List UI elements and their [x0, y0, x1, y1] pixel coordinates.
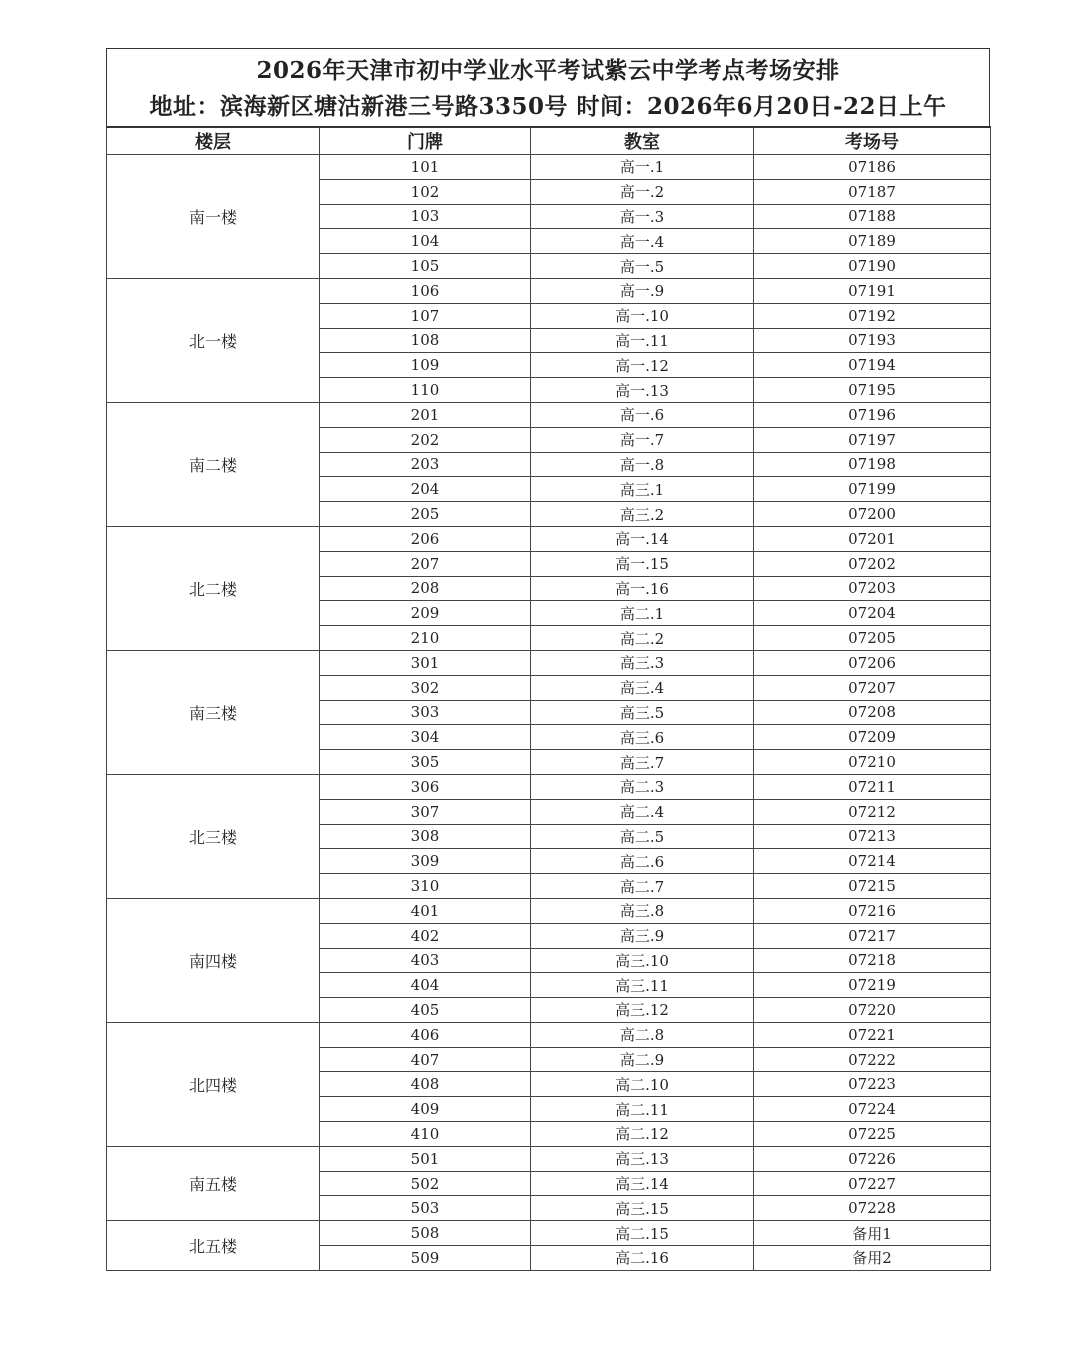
door-cell: 301 [320, 650, 531, 675]
exam-number-cell: 07198 [754, 452, 991, 477]
classroom-cell: 高一.4 [531, 229, 754, 254]
classroom-cell: 高一.13 [531, 378, 754, 403]
door-cell: 303 [320, 700, 531, 725]
door-cell: 102 [320, 179, 531, 204]
classroom-cell: 高一.11 [531, 328, 754, 353]
door-cell: 502 [320, 1171, 531, 1196]
classroom-cell: 高二.9 [531, 1047, 754, 1072]
classroom-cell: 高二.10 [531, 1072, 754, 1097]
door-cell: 104 [320, 229, 531, 254]
classroom-cell: 高三.11 [531, 973, 754, 998]
exam-number-cell: 07209 [754, 725, 991, 750]
door-cell: 509 [320, 1246, 531, 1271]
classroom-cell: 高三.6 [531, 725, 754, 750]
door-cell: 406 [320, 1022, 531, 1047]
classroom-cell: 高三.4 [531, 675, 754, 700]
classroom-cell: 高三.1 [531, 477, 754, 502]
address-time-line: 地址：滨海新区塘沽新港三号路3350号 时间：2026年6月20日-22日上午 [149, 93, 947, 120]
classroom-cell: 高一.14 [531, 526, 754, 551]
door-cell: 109 [320, 353, 531, 378]
classroom-cell: 高一.10 [531, 303, 754, 328]
table-header-row [107, 127, 991, 155]
exam-number-cell: 07224 [754, 1097, 991, 1122]
classroom-cell: 高三.14 [531, 1171, 754, 1196]
floor-cell: 北二楼 [107, 526, 320, 650]
header-classroom: 教室 [531, 127, 754, 155]
door-cell: 403 [320, 948, 531, 973]
page-title: 2026年天津市初中学业水平考试紫云中学考点考场安排 [256, 57, 840, 84]
door-cell: 110 [320, 378, 531, 403]
exam-number-cell: 07200 [754, 502, 991, 527]
exam-number-cell: 07201 [754, 526, 991, 551]
door-cell: 307 [320, 799, 531, 824]
door-cell: 209 [320, 601, 531, 626]
floor-cell: 北四楼 [107, 1022, 320, 1146]
classroom-cell: 高三.13 [531, 1146, 754, 1171]
exam-number-cell: 备用1 [754, 1221, 991, 1246]
classroom-cell: 高三.10 [531, 948, 754, 973]
door-cell: 305 [320, 750, 531, 775]
exam-number-cell: 07186 [754, 155, 991, 180]
door-cell: 501 [320, 1146, 531, 1171]
exam-number-cell: 07192 [754, 303, 991, 328]
door-cell: 108 [320, 328, 531, 353]
door-cell: 205 [320, 502, 531, 527]
table-row [107, 155, 991, 180]
classroom-cell: 高三.3 [531, 650, 754, 675]
exam-number-cell: 07218 [754, 948, 991, 973]
header-exam-number: 考场号 [754, 127, 991, 155]
exam-number-cell: 07205 [754, 626, 991, 651]
classroom-cell: 高一.8 [531, 452, 754, 477]
classroom-cell: 高二.12 [531, 1122, 754, 1147]
door-cell: 401 [320, 898, 531, 923]
exam-number-cell: 07187 [754, 179, 991, 204]
classroom-cell: 高二.16 [531, 1246, 754, 1271]
table-row [107, 402, 991, 427]
door-cell: 204 [320, 477, 531, 502]
table-row [107, 1022, 991, 1047]
classroom-cell: 高一.1 [531, 155, 754, 180]
classroom-cell: 高二.1 [531, 601, 754, 626]
classroom-cell: 高二.7 [531, 874, 754, 899]
exam-number-cell: 07214 [754, 849, 991, 874]
door-cell: 310 [320, 874, 531, 899]
exam-number-cell: 07206 [754, 650, 991, 675]
exam-number-cell: 07195 [754, 378, 991, 403]
classroom-cell: 高二.11 [531, 1097, 754, 1122]
door-cell: 207 [320, 551, 531, 576]
table-body [107, 155, 991, 1271]
door-cell: 304 [320, 725, 531, 750]
classroom-cell: 高一.12 [531, 353, 754, 378]
door-cell: 402 [320, 923, 531, 948]
floor-cell: 北一楼 [107, 278, 320, 402]
door-cell: 103 [320, 204, 531, 229]
classroom-cell: 高一.15 [531, 551, 754, 576]
classroom-cell: 高三.5 [531, 700, 754, 725]
classroom-cell: 高三.8 [531, 898, 754, 923]
door-cell: 107 [320, 303, 531, 328]
door-cell: 308 [320, 824, 531, 849]
door-cell: 105 [320, 254, 531, 279]
exam-number-cell: 07226 [754, 1146, 991, 1171]
floor-cell: 南四楼 [107, 898, 320, 1022]
table-row [107, 526, 991, 551]
exam-number-cell: 07213 [754, 824, 991, 849]
exam-number-cell: 07227 [754, 1171, 991, 1196]
classroom-cell: 高二.15 [531, 1221, 754, 1246]
exam-room-table [106, 126, 991, 1271]
classroom-cell: 高二.6 [531, 849, 754, 874]
document [106, 48, 990, 1271]
door-cell: 201 [320, 402, 531, 427]
classroom-cell: 高二.2 [531, 626, 754, 651]
exam-number-cell: 07188 [754, 204, 991, 229]
classroom-cell: 高三.12 [531, 998, 754, 1023]
classroom-cell: 高一.16 [531, 576, 754, 601]
exam-number-cell: 07203 [754, 576, 991, 601]
door-cell: 101 [320, 155, 531, 180]
table-row [107, 278, 991, 303]
exam-number-cell: 07189 [754, 229, 991, 254]
door-cell: 508 [320, 1221, 531, 1246]
exam-number-cell: 07215 [754, 874, 991, 899]
exam-number-cell: 07197 [754, 427, 991, 452]
floor-cell: 南五楼 [107, 1146, 320, 1220]
table-row [107, 898, 991, 923]
door-cell: 410 [320, 1122, 531, 1147]
classroom-cell: 高二.5 [531, 824, 754, 849]
exam-number-cell: 07191 [754, 278, 991, 303]
door-cell: 202 [320, 427, 531, 452]
exam-number-cell: 07207 [754, 675, 991, 700]
exam-number-cell: 07199 [754, 477, 991, 502]
header-floor: 楼层 [107, 127, 320, 155]
exam-number-cell: 07190 [754, 254, 991, 279]
exam-number-cell: 备用2 [754, 1246, 991, 1271]
door-cell: 503 [320, 1196, 531, 1221]
door-cell: 306 [320, 774, 531, 799]
exam-number-cell: 07204 [754, 601, 991, 626]
exam-number-cell: 07216 [754, 898, 991, 923]
exam-number-cell: 07228 [754, 1196, 991, 1221]
door-cell: 407 [320, 1047, 531, 1072]
floor-cell: 南一楼 [107, 155, 320, 279]
classroom-cell: 高三.15 [531, 1196, 754, 1221]
exam-number-cell: 07219 [754, 973, 991, 998]
exam-number-cell: 07211 [754, 774, 991, 799]
classroom-cell: 高三.9 [531, 923, 754, 948]
door-cell: 409 [320, 1097, 531, 1122]
classroom-cell: 高一.6 [531, 402, 754, 427]
classroom-cell: 高一.2 [531, 179, 754, 204]
door-cell: 309 [320, 849, 531, 874]
floor-cell: 南二楼 [107, 402, 320, 526]
door-cell: 210 [320, 626, 531, 651]
door-cell: 203 [320, 452, 531, 477]
door-cell: 208 [320, 576, 531, 601]
door-cell: 302 [320, 675, 531, 700]
classroom-cell: 高一.5 [531, 254, 754, 279]
exam-number-cell: 07220 [754, 998, 991, 1023]
header-door: 门牌 [320, 127, 531, 155]
exam-number-cell: 07194 [754, 353, 991, 378]
floor-cell: 北五楼 [107, 1221, 320, 1271]
exam-number-cell: 07223 [754, 1072, 991, 1097]
classroom-cell: 高二.3 [531, 774, 754, 799]
classroom-cell: 高二.8 [531, 1022, 754, 1047]
exam-number-cell: 07222 [754, 1047, 991, 1072]
exam-number-cell: 07193 [754, 328, 991, 353]
table-row [107, 1221, 991, 1246]
door-cell: 404 [320, 973, 531, 998]
door-cell: 206 [320, 526, 531, 551]
table-row [107, 1146, 991, 1171]
classroom-cell: 高二.4 [531, 799, 754, 824]
door-cell: 408 [320, 1072, 531, 1097]
table-row [107, 650, 991, 675]
classroom-cell: 高三.7 [531, 750, 754, 775]
classroom-cell: 高一.3 [531, 204, 754, 229]
door-cell: 405 [320, 998, 531, 1023]
floor-cell: 南三楼 [107, 650, 320, 774]
exam-number-cell: 07212 [754, 799, 991, 824]
classroom-cell: 高一.7 [531, 427, 754, 452]
exam-number-cell: 07208 [754, 700, 991, 725]
exam-number-cell: 07225 [754, 1122, 991, 1147]
exam-number-cell: 07202 [754, 551, 991, 576]
classroom-cell: 高三.2 [531, 502, 754, 527]
door-cell: 106 [320, 278, 531, 303]
exam-number-cell: 07196 [754, 402, 991, 427]
classroom-cell: 高一.9 [531, 278, 754, 303]
exam-number-cell: 07210 [754, 750, 991, 775]
table-row [107, 774, 991, 799]
exam-number-cell: 07217 [754, 923, 991, 948]
exam-number-cell: 07221 [754, 1022, 991, 1047]
title-box [106, 48, 990, 126]
floor-cell: 北三楼 [107, 774, 320, 898]
